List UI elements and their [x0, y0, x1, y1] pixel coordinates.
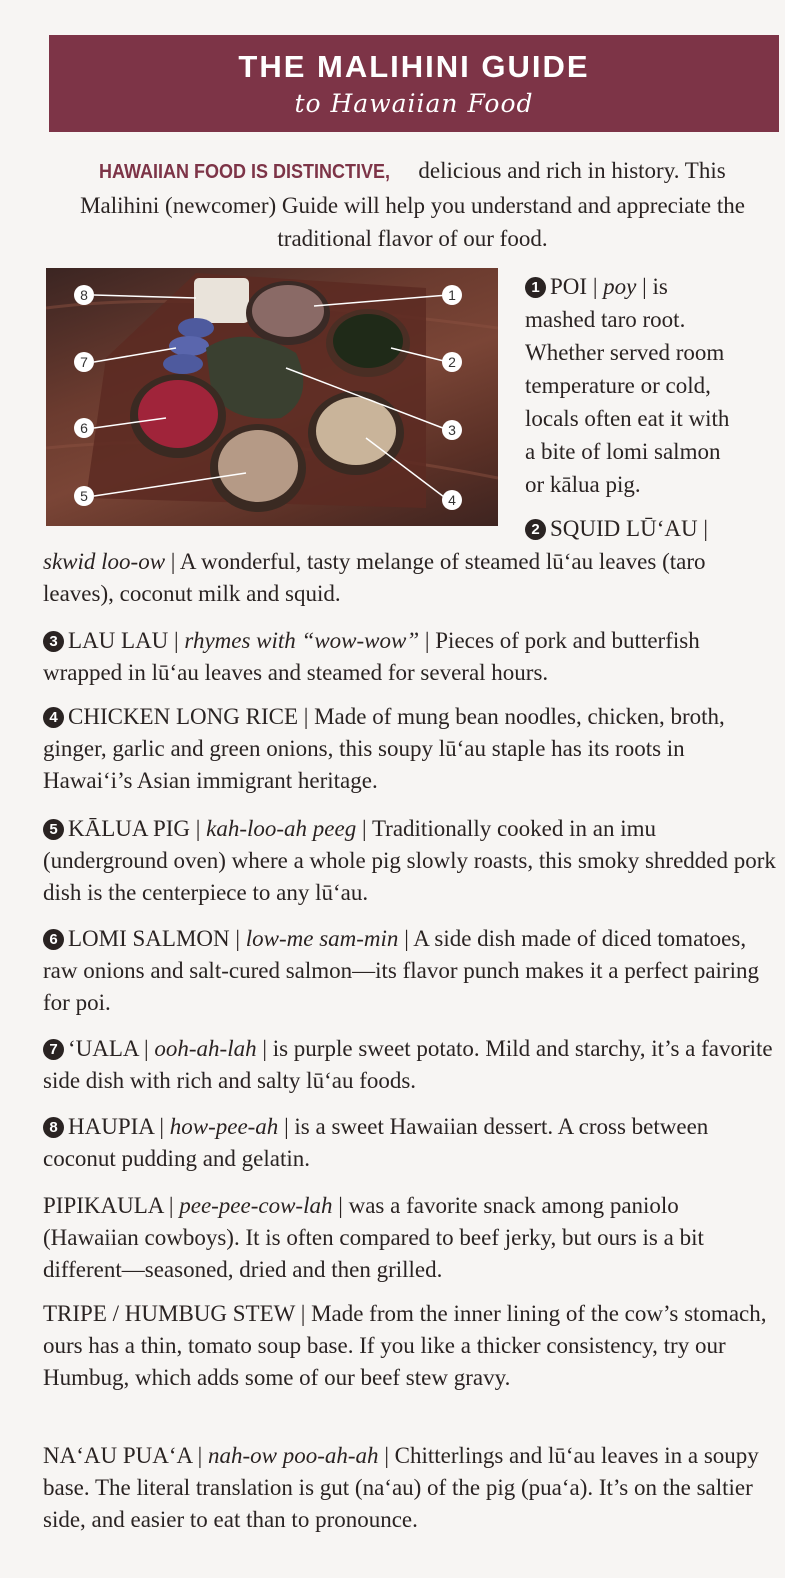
entry-number-badge: 1 [525, 277, 546, 298]
svg-text:5: 5 [80, 488, 88, 504]
svg-text:4: 4 [448, 492, 456, 508]
entry-desc: is a sweet Hawaiian dessert. A cross between coconut pudding and gelatin. [43, 1114, 709, 1171]
entry-pronunciation: skwid loo-ow [43, 549, 166, 574]
entry-desc: was a favorite snack among paniolo (Hawaiian cowboys). It is often compared to beef jerky, but ours is a bit different—seasoned, dried and then grilled. [43, 1193, 704, 1282]
entry-number-badge: 2 [525, 519, 546, 540]
photo-label-7 [74, 352, 94, 372]
entry-lomi-salmon: 6 LOMI SALMON | low-me sam-min | A side dish made of diced tomatoes, raw onions and salt-cured salmon—its flavor punch makes it a perfect pairing for poi. [43, 926, 759, 1015]
photo-label-5 [74, 486, 94, 506]
entry-number-badge: 6 [43, 929, 64, 950]
guide-banner [49, 35, 779, 132]
svg-text:1: 1 [448, 287, 456, 303]
entry-squid-luau-heading: 2 SQUID LŪʻAU | [525, 513, 708, 545]
entry-tripe-humbug-stew: TRIPE / HUMBUG STEW | Made from the inner lining of the cow’s stomach, ours has a thin, tomato soup base. If you like a thicker consistency, try our Humbug, which adds some of our beef stew gravy. [43, 1301, 767, 1390]
entry-pronunciation: low-me sam-min [245, 926, 399, 951]
svg-text:3: 3 [448, 422, 456, 438]
entry-desc: A side dish made of diced tomatoes, raw onions and salt-cured salmon—its flavor punch makes it a perfect pairing for poi. [43, 926, 759, 1015]
entry-desc: Made of mung bean noodles, chicken, broth, ginger, garlic and green onions, this soupy lūʻau staple has its roots in Hawaiʻi’s Asian immigrant heritage. [43, 704, 725, 793]
entry-desc: mashed taro root. [525, 307, 686, 332]
entry-name: PIPIKAULA [43, 1193, 164, 1218]
banner-subtitle: to Hawaiian Food [294, 89, 534, 118]
entry-uala: 7 ʻUALA | ooh-ah-lah | is purple sweet potato. Mild and starchy, it’s a favorite side dish with rich and salty lūʻau foods. [43, 1036, 773, 1093]
entry-desc: or kālua pig. [525, 472, 641, 497]
svg-text:2: 2 [448, 354, 456, 370]
entry-squid-luau: skwid loo-ow | A wonderful, tasty melange of steamed lūʻau leaves (taro leaves), coconut milk and squid. [43, 549, 706, 606]
entry-poi: 1 POI | poy | is mashed taro root. Whether served room temperature or cold, locals often eat it with a bite of lomi salmon or kālua pig. [525, 274, 730, 497]
entry-lau-lau: 3 LAU LAU | rhymes with “wow-wow” | Pieces of pork and butterfish wrapped in lūʻau leaves and steamed for several hours. [43, 628, 700, 685]
chicken-long-rice-bowl [316, 397, 396, 465]
entry-number-badge: 3 [43, 631, 64, 652]
entry-haupia: 8 HAUPIA | how-pee-ah | is a sweet Hawaiian dessert. A cross between coconut pudding and gelatin. [43, 1114, 709, 1171]
photo-label-8 [74, 285, 94, 305]
entry-desc: is purple sweet potato. Mild and starchy, it’s a favorite side dish with rich and salty lūʻau foods. [43, 1036, 773, 1093]
intro-lead: HAWAIIAN FOOD IS DISTINCTIVE, [99, 161, 391, 183]
entry-number-badge: 4 [43, 707, 64, 728]
photo-label-1 [442, 285, 462, 305]
entry-name: HAUPIA [68, 1114, 154, 1139]
entry-desc: Made from the inner lining of the cow’s stomach, ours has a thin, tomato soup base. If you like a thicker consistency, try our Humbug, which adds some of our beef stew gravy. [43, 1301, 767, 1390]
entry-desc: Chitterlings and lūʻau leaves in a soupy base. The literal translation is gut (naʻau) of the pig (puaʻa). It’s on the saltier side, and easier to eat than to pronounce. [43, 1443, 759, 1532]
entry-desc: locals often eat it with [525, 406, 730, 431]
entry-desc: a bite of lomi salmon [525, 439, 721, 464]
entry-name: NAʻAU PUAʻA [43, 1443, 192, 1468]
intro-text: delicious and rich in history. This Malihini (newcomer) Guide will help you understand and appreciate the traditional flavor of our food. [80, 158, 745, 251]
haupia-dish [194, 278, 249, 323]
entry-name: CHICKEN LONG RICE [68, 704, 298, 729]
svg-text:6: 6 [80, 420, 88, 436]
banner-title: THE MALIHINI GUIDE [238, 49, 590, 84]
entry-kalua-pig: 5 KĀLUA PIG | kah-loo-ah peeg | Traditionally cooked in an imu (underground oven) where a whole pig slowly roasts, this smoky shredded pork dish is the centerpiece to any lūʻau. [43, 816, 776, 905]
entry-name: ʻUALA [68, 1036, 139, 1061]
entry-desc: Whether served room [525, 340, 725, 365]
entry-pipikaula: PIPIKAULA | pee-pee-cow-lah | was a favorite snack among paniolo (Hawaiian cowboys). It is often compared to beef jerky, but ours is a bit different—seasoned, dried and then grilled. [43, 1193, 704, 1282]
svg-text:7: 7 [80, 354, 88, 370]
entry-desc: Pieces of pork and butterfish wrapped in lūʻau leaves and steamed for several hours. [43, 628, 700, 685]
entry-pronunciation: poy [603, 274, 637, 299]
entry-name: TRIPE / HUMBUG STEW [43, 1301, 295, 1326]
entry-name: SQUID LŪʻAU [550, 516, 698, 541]
entry-desc: temperature or cold, [525, 373, 711, 398]
poi-bowl [252, 285, 324, 337]
food-photo [46, 268, 498, 526]
squid-luau-bowl [333, 314, 403, 368]
entry-number-badge: 7 [43, 1039, 64, 1060]
entry-name: POI [550, 274, 588, 299]
photo-label-2 [442, 352, 462, 372]
photo-label-6 [74, 418, 94, 438]
entry-pronunciation: rhymes with “wow-wow” [184, 628, 420, 653]
entry-desc: Traditionally cooked in an imu (underground oven) where a whole pig slowly roasts, this smoky shredded pork dish is the centerpiece to any lūʻau. [43, 816, 776, 905]
intro-paragraph [60, 154, 765, 255]
entry-desc: A wonderful, tasty melange of steamed lūʻau leaves (taro leaves), coconut milk and squid. [43, 549, 706, 606]
entry-pronunciation: pee-pee-cow-lah [179, 1193, 333, 1218]
entry-name: LOMI SALMON [68, 926, 230, 951]
entry-number-badge: 8 [43, 1117, 64, 1138]
lomi-salmon-bowl [138, 380, 218, 448]
food-photo-illustration [46, 268, 498, 526]
entry-pronunciation: nah-ow poo-ah-ah [207, 1443, 379, 1468]
entry-name: LAU LAU [68, 628, 169, 653]
entry-number-badge: 5 [43, 819, 64, 840]
svg-text:8: 8 [80, 287, 88, 303]
entry-pronunciation: kah-loo-ah peeg [206, 816, 357, 841]
entry-desc: is [652, 274, 668, 299]
entry-chicken-long-rice: 4 CHICKEN LONG RICE | Made of mung bean noodles, chicken, broth, ginger, garlic and green onions, this soupy lūʻau staple has its roots in Hawaiʻi’s Asian immigrant heritage. [43, 704, 725, 793]
entry-pronunciation: how-pee-ah [169, 1114, 279, 1139]
entry-name: KĀLUA PIG [68, 816, 191, 841]
photo-label-4 [442, 490, 462, 510]
entry-naau-puaa: NAʻAU PUAʻA | nah-ow poo-ah-ah | Chitterlings and lūʻau leaves in a soupy base. The literal translation is gut (naʻau) of the pig (puaʻa). It’s on the saltier side, and easier to eat than to pronounce. [43, 1443, 759, 1532]
uala-slices [169, 336, 209, 356]
photo-label-3 [442, 420, 462, 440]
entry-pronunciation: ooh-ah-lah [154, 1036, 257, 1061]
kalua-pig-bowl [218, 430, 298, 502]
